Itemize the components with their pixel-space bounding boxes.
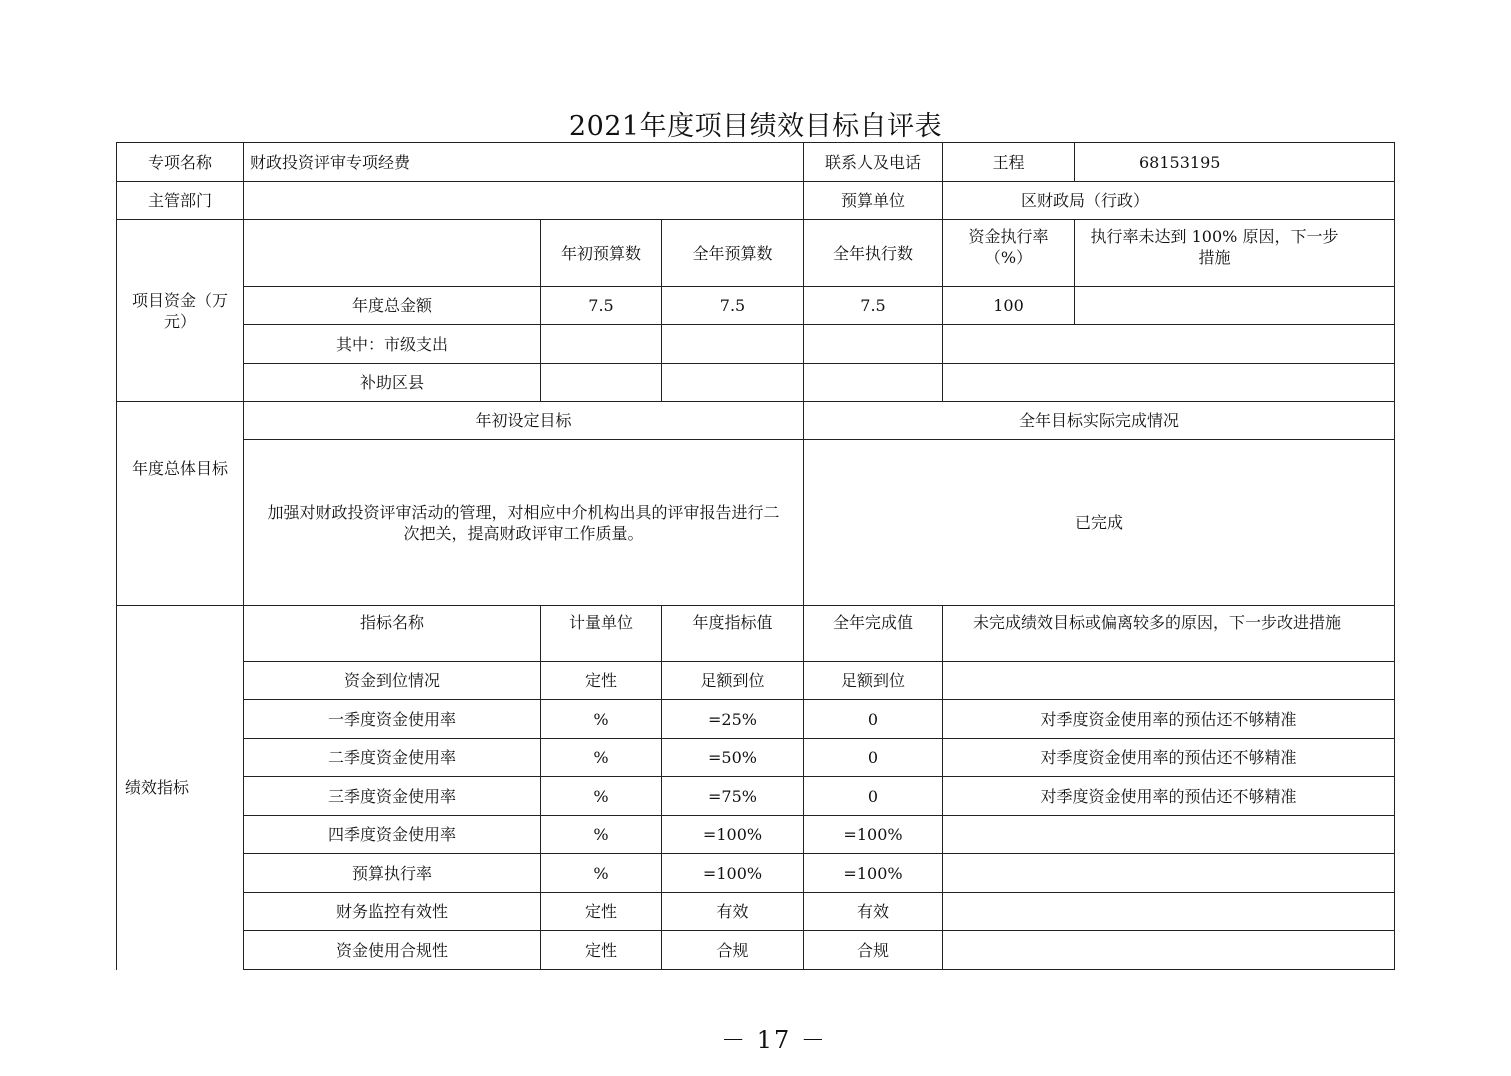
indicator-row: [117, 893, 1395, 931]
indicator-actual: =100%: [804, 816, 943, 854]
indicators-label-text: 绩效指标: [125, 778, 190, 798]
indicator-name: 财务监控有效性: [244, 893, 541, 931]
indicator-name: 预算执行率: [244, 854, 541, 893]
funds-full-year: [662, 364, 804, 402]
goals-content-row: [117, 440, 1395, 606]
indicator-actual: 合规: [804, 931, 943, 970]
funds-header-row: [117, 220, 1395, 287]
indicator-row: [117, 854, 1395, 893]
indicator-name: 一季度资金使用率: [244, 700, 541, 739]
indicator-reason: [943, 893, 1395, 931]
dept-value: [244, 182, 804, 220]
indicator-row: [117, 662, 1395, 700]
funds-label-text: 项目资金（万元）: [131, 290, 228, 331]
indicator-actual: 0: [804, 777, 943, 816]
project-name-row: [117, 143, 1395, 182]
indicator-unit: %: [541, 816, 662, 854]
indicator-actual: 0: [804, 739, 943, 777]
indicator-actual: =100%: [804, 854, 943, 893]
indicator-target: =100%: [662, 816, 804, 854]
indicator-unit: 定性: [541, 931, 662, 970]
indicator-unit: %: [541, 739, 662, 777]
funds-row-label: 其中：市级支出: [244, 325, 541, 364]
indicator-reason: 对季度资金使用率的预估还不够精准: [943, 777, 1395, 816]
col-full-year-budget: 全年预算数: [662, 220, 804, 287]
col-initial-budget: 年初预算数: [541, 220, 662, 287]
indicator-row: [117, 931, 1395, 970]
indicator-unit: %: [541, 854, 662, 893]
indicator-row: [117, 700, 1395, 739]
funds-executed: 7.5: [804, 287, 943, 325]
funds-row-label: 年度总金额: [244, 287, 541, 325]
funds-row-label: 补助区县: [244, 364, 541, 402]
indicator-target: 足额到位: [662, 662, 804, 700]
funds-rate: [943, 364, 1395, 402]
indicator-name: 资金使用合规性: [244, 931, 541, 970]
indicator-target: 合规: [662, 931, 804, 970]
budget-unit-label: 预算单位: [804, 182, 943, 220]
col-indicator-name: 指标名称: [244, 606, 541, 662]
funds-initial: [541, 325, 662, 364]
funds-row-municipal: [117, 325, 1395, 364]
indicator-target: =50%: [662, 739, 804, 777]
funds-initial: [541, 364, 662, 402]
set-goal-label: 年初设定目标: [244, 402, 804, 440]
indicator-row: [117, 816, 1395, 854]
indicator-name: 二季度资金使用率: [244, 739, 541, 777]
goals-label: [117, 402, 244, 606]
page-number: － 17 －: [721, 1026, 827, 1054]
funds-initial: 7.5: [541, 287, 662, 325]
funds-row-district: [117, 364, 1395, 402]
indicators-label: [117, 606, 244, 970]
funds-full-year: 7.5: [662, 287, 804, 325]
indicator-reason: 对季度资金使用率的预估还不够精准: [943, 739, 1395, 777]
indicator-reason: [943, 662, 1395, 700]
actual-goal-text: 已完成: [804, 440, 1395, 606]
indicator-name: 四季度资金使用率: [244, 816, 541, 854]
project-name-value: 财政投资评审专项经费: [244, 143, 804, 182]
contact-name: 王程: [943, 143, 1075, 182]
funds-row-total: [117, 287, 1395, 325]
funds-executed: [804, 364, 943, 402]
goals-header-row: [117, 402, 1395, 440]
indicators-header-row: [117, 606, 1395, 662]
funds-reason: [1075, 287, 1395, 325]
contact-phone: 68153195: [1075, 143, 1395, 182]
budget-unit-value: 区财政局（行政）: [943, 182, 1395, 220]
indicator-name: 三季度资金使用率: [244, 777, 541, 816]
col-rate-reason: 执行率未达到 100% 原因，下一步措施: [1075, 220, 1395, 287]
indicator-row: [117, 739, 1395, 777]
dept-label: 主管部门: [117, 182, 244, 220]
indicator-name: 资金到位情况: [244, 662, 541, 700]
indicator-unit: 定性: [541, 662, 662, 700]
evaluation-table: [116, 142, 1395, 970]
indicator-unit: %: [541, 777, 662, 816]
col-target: 年度指标值: [662, 606, 804, 662]
project-name-label: 专项名称: [117, 143, 244, 182]
indicator-unit: %: [541, 700, 662, 739]
indicator-actual: 0: [804, 700, 943, 739]
indicator-target: =100%: [662, 854, 804, 893]
department-row: [117, 182, 1395, 220]
indicator-reason: 对季度资金使用率的预估还不够精准: [943, 700, 1395, 739]
indicator-target: =75%: [662, 777, 804, 816]
indicator-reason: [943, 931, 1395, 970]
actual-goal-label: 全年目标实际完成情况: [804, 402, 1395, 440]
col-unit: 计量单位: [541, 606, 662, 662]
funds-header-blank: [244, 220, 541, 287]
indicator-reason: [943, 854, 1395, 893]
indicator-target: =25%: [662, 700, 804, 739]
indicator-actual: 有效: [804, 893, 943, 931]
indicator-reason: [943, 816, 1395, 854]
indicator-row: [117, 777, 1395, 816]
indicator-unit: 定性: [541, 893, 662, 931]
indicator-target: 有效: [662, 893, 804, 931]
col-execution-rate: 资金执行率（%）: [943, 220, 1075, 287]
funds-label: [117, 220, 244, 402]
funds-full-year: [662, 325, 804, 364]
col-executed: 全年执行数: [804, 220, 943, 287]
funds-rate: 100: [943, 287, 1075, 325]
goals-label-text: 年度总体目标: [131, 458, 228, 478]
contact-label: 联系人及电话: [804, 143, 943, 182]
page-title: 2021年度项目绩效目标自评表: [568, 111, 943, 142]
funds-executed: [804, 325, 943, 364]
col-deviation-reason: 未完成绩效目标或偏离较多的原因，下一步改进措施: [943, 606, 1395, 662]
col-actual: 全年完成值: [804, 606, 943, 662]
indicator-actual: 足额到位: [804, 662, 943, 700]
funds-rate: [943, 325, 1395, 364]
set-goal-text: 加强对财政投资评审活动的管理，对相应中介机构出具的评审报告进行二次把关，提高财政评审工作质量。: [244, 440, 804, 606]
